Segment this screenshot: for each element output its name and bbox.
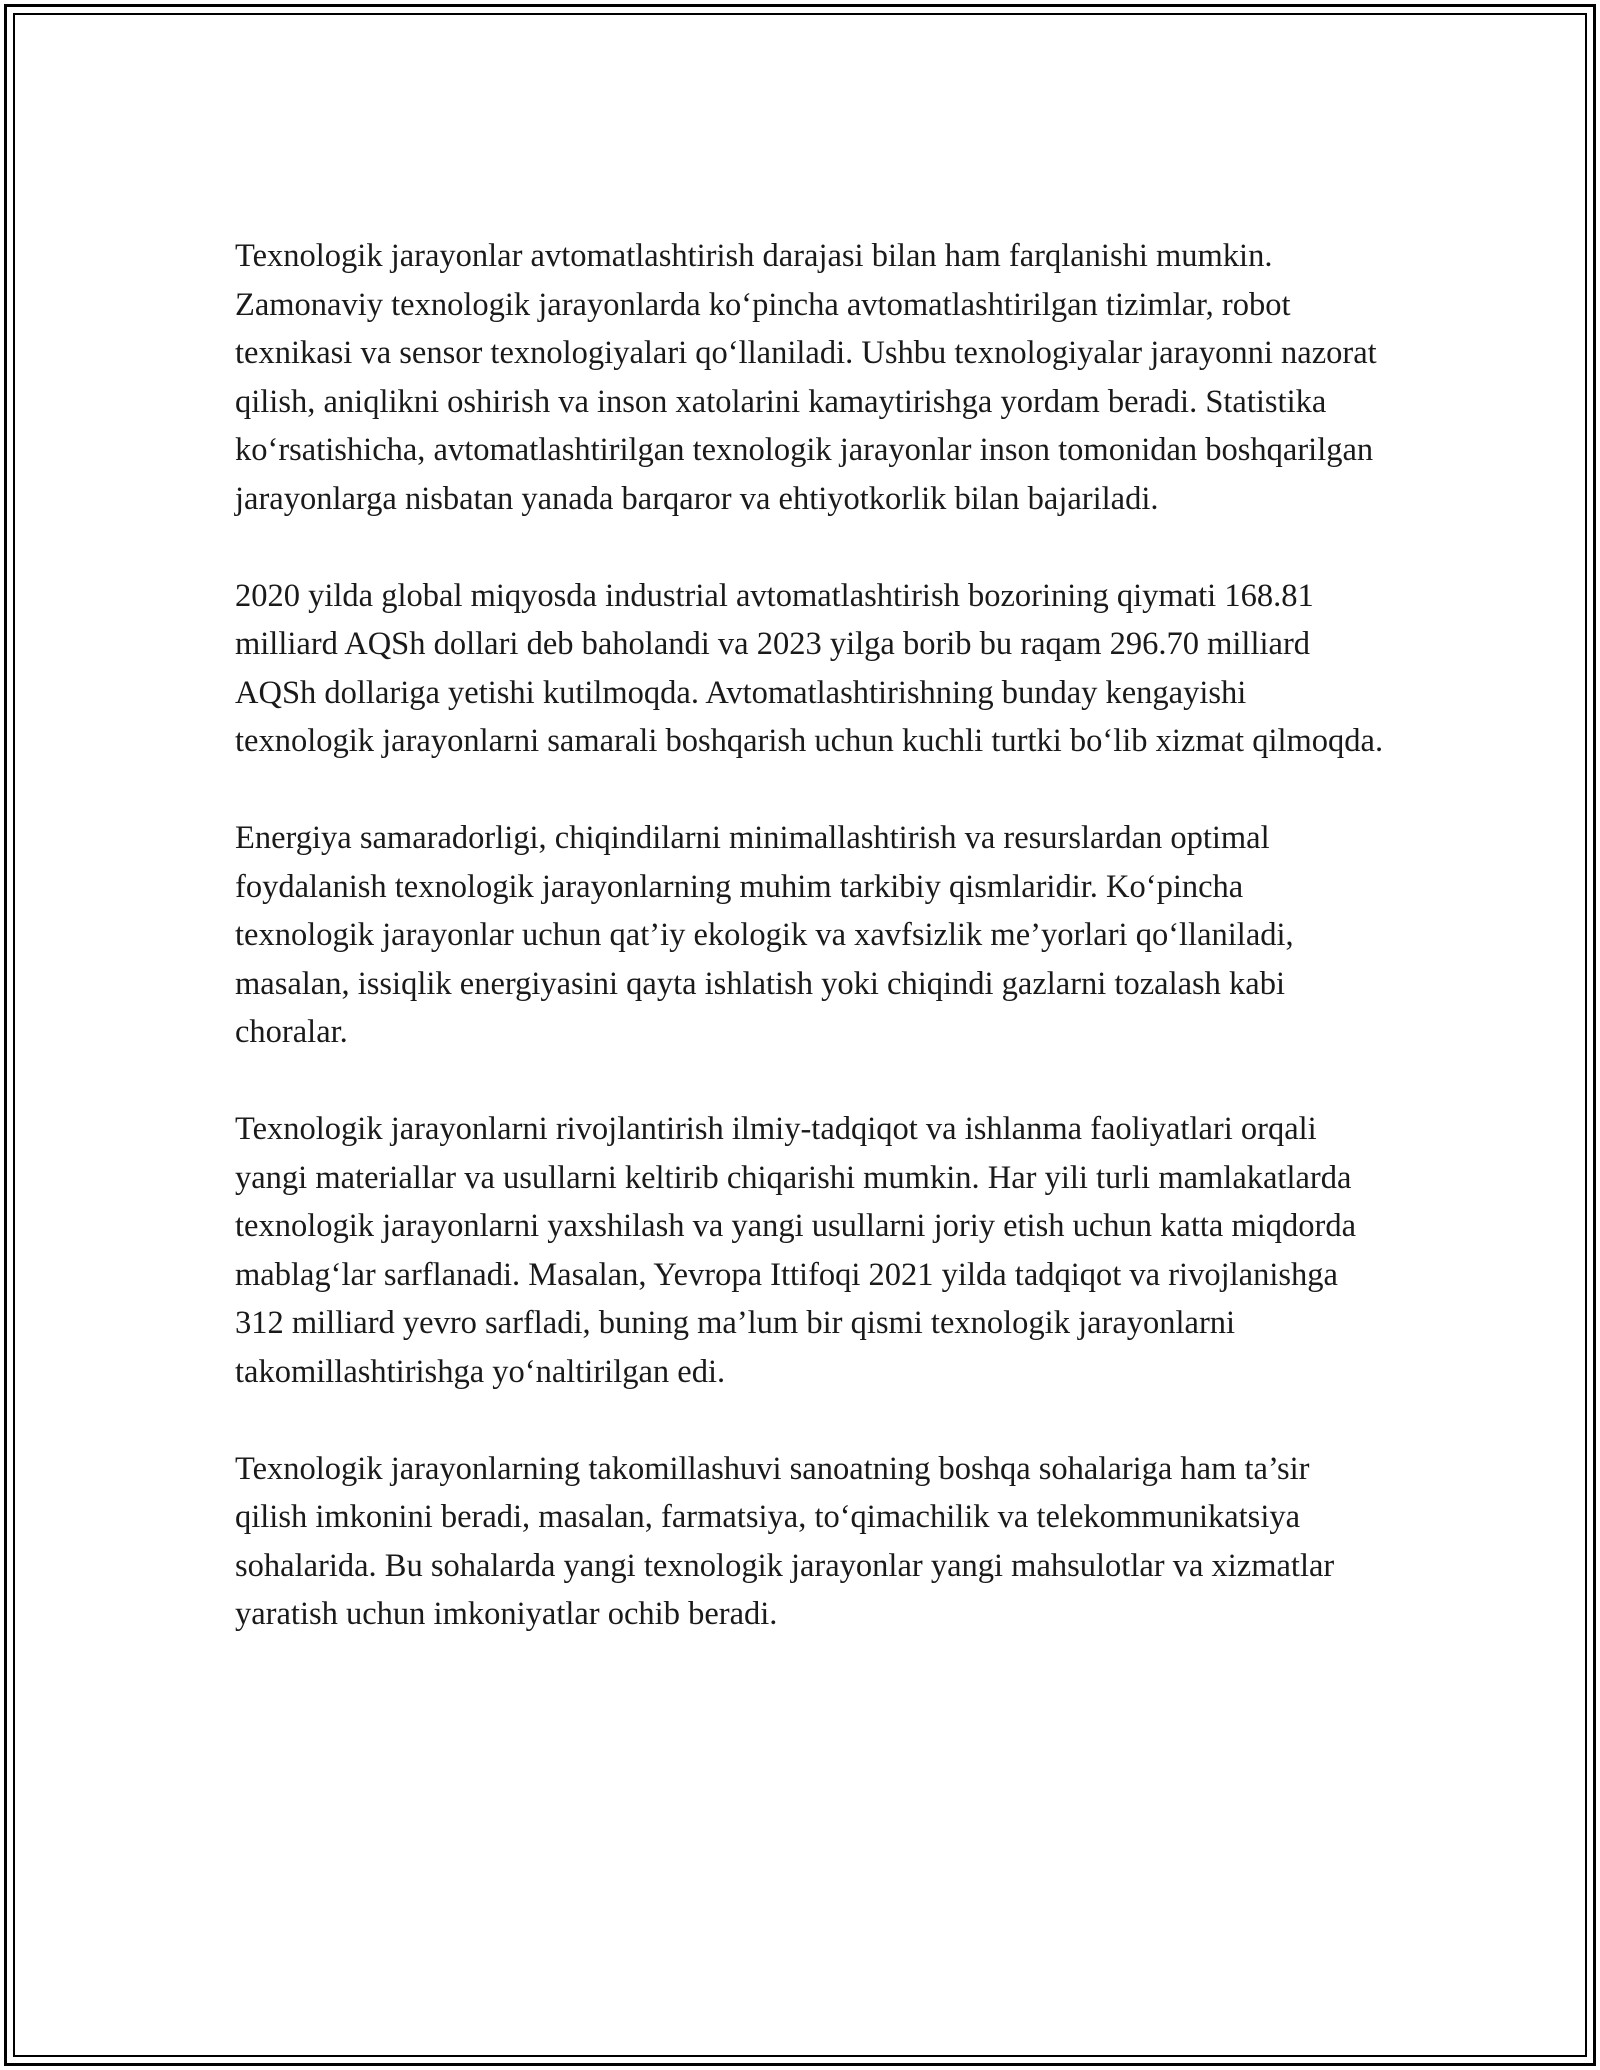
paragraph-3: Energiya samaradorligi, chiqindilarni minimallashtirish va resurslardan optimal foydalanish texnologik jarayonlarning muhim tarkibiy qismlaridir. Ko‘pincha texnologik jarayonlar uchun qat’iy ekologik va xavfsizlik me’yorlari qo‘llaniladi, masalan, issiqlik energiyasini qayta ishlatish yoki chiqindi gazlarni tozalash kabi choralar. — [235, 820, 1294, 1050]
paragraph-2: 2020 yilda global miqyosda industrial avtomatlashtirish bozorining qiymati 168.81 milliard AQSh dollari deb baholandi va 2023 yilga borib bu raqam 296.70 milliard AQSh dollariga yetishi kutilmoqda. Avtomatlashtirishning bunday kengayishi texnologik jarayonlarni samarali boshqarish uchun kuchli turtki bo‘lib xizmat qilmoqda. — [235, 577, 1384, 759]
paragraph-4: Texnologik jarayonlarni rivojlantirish ilmiy-tadqiqot va ishlanma faoliyatlari orqali yangi materiallar va usullarni keltirib chiqarishi mumkin. Har yili turli mamlakatlarda texnologik jarayonlarni yaxshilash va yangi usullarni joriy etish uchun katta miqdorda mablag‘lar sarflanadi. Masalan, Yevropa Ittifoqi 2021 yilda tadqiqot va rivojlanishga 312 milliard yevro sarfladi, buning ma’lum bir qismi texnologik jarayonlarni takomillashtirishga yo‘naltirilgan edi. — [235, 1111, 1356, 1390]
document-body — [235, 232, 1385, 1639]
paragraph-5: Texnologik jarayonlarning takomillashuvi sanoatning boshqa sohalariga ham ta’sir qilish imkonini beradi, masalan, farmatsiya, to‘qimachilik va telekommunikatsiya sohalarida. Bu sohalarda yangi texnologik jarayonlar yangi mahsulotlar va xizmatlar yaratish uchun imkoniyatlar ochib beradi. — [235, 1450, 1335, 1632]
paragraph-1: Texnologik jarayonlar avtomatlashtirish darajasi bilan ham farqlanishi mumkin. Zamonaviy texnologik jarayonlarda ko‘pincha avtomatlashtirilgan tizimlar, robot texnikasi va sensor texnologiyalari qo‘llaniladi. Ushbu texnologiyalar jarayonni nazorat qilish, aniqlikni oshirish va inson xatolarini kamaytirishga yordam beradi. Statistika ko‘rsatishicha, avtomatlashtirilgan texnologik jarayonlar inson tomonidan boshqarilgan jarayonlarga nisbatan yanada barqaror va ehtiyotkorlik bilan bajariladi. — [235, 238, 1377, 517]
